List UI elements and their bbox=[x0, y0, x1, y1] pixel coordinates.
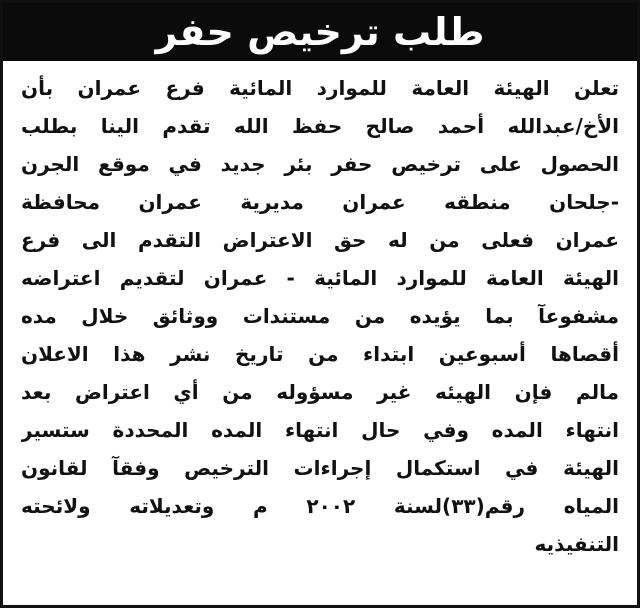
notice-line: أقصاها أسبوعين ابتداء من تاريخ نشر هذا الاعلان bbox=[21, 342, 619, 366]
notice-line: تعلن الهيئة العامة للموارد المائية فرع عمران بأن bbox=[21, 76, 619, 100]
notice-body bbox=[21, 69, 619, 591]
notice-line: الأخ/عبدالله أحمد صالح حفظ الله تقدم الينا بطلب bbox=[21, 114, 619, 138]
notice-line: مشفوعآ بما يؤيده من مستندات ووثائق خلال مده bbox=[21, 304, 619, 328]
notice-line: المياه رقم(٣٣)لسنة ٢٠٠٢ م وتعديلاته ولائحته bbox=[21, 494, 619, 518]
notice-line: الهيئة العامة للموارد المائية - عمران لتقديم اعتراضه bbox=[21, 266, 619, 290]
notice-line: الهيئة في استكمال إجراءات الترخيص وفقآ لقانون bbox=[21, 456, 619, 480]
notice-line: مالم فإن الهيئه غير مسؤوله من أي اعتراض بعد bbox=[21, 380, 619, 404]
notice-line: -جلحان منطقه عمران مديرية عمران محافظة bbox=[21, 190, 619, 214]
notice-title: طلب ترخيص حفر bbox=[3, 3, 637, 61]
notice-line: عمران فعلى من له حق الاعتراض التقدم الى فرع bbox=[21, 228, 619, 252]
notice-line: الحصول على ترخيص حفر بئر جديد في موقع الجرن bbox=[21, 152, 619, 176]
notice-line: انتهاء المده وفي حال انتهاء المده المحددة ستسير bbox=[21, 418, 619, 442]
notice-line-last: التنفيذيه bbox=[534, 532, 619, 556]
